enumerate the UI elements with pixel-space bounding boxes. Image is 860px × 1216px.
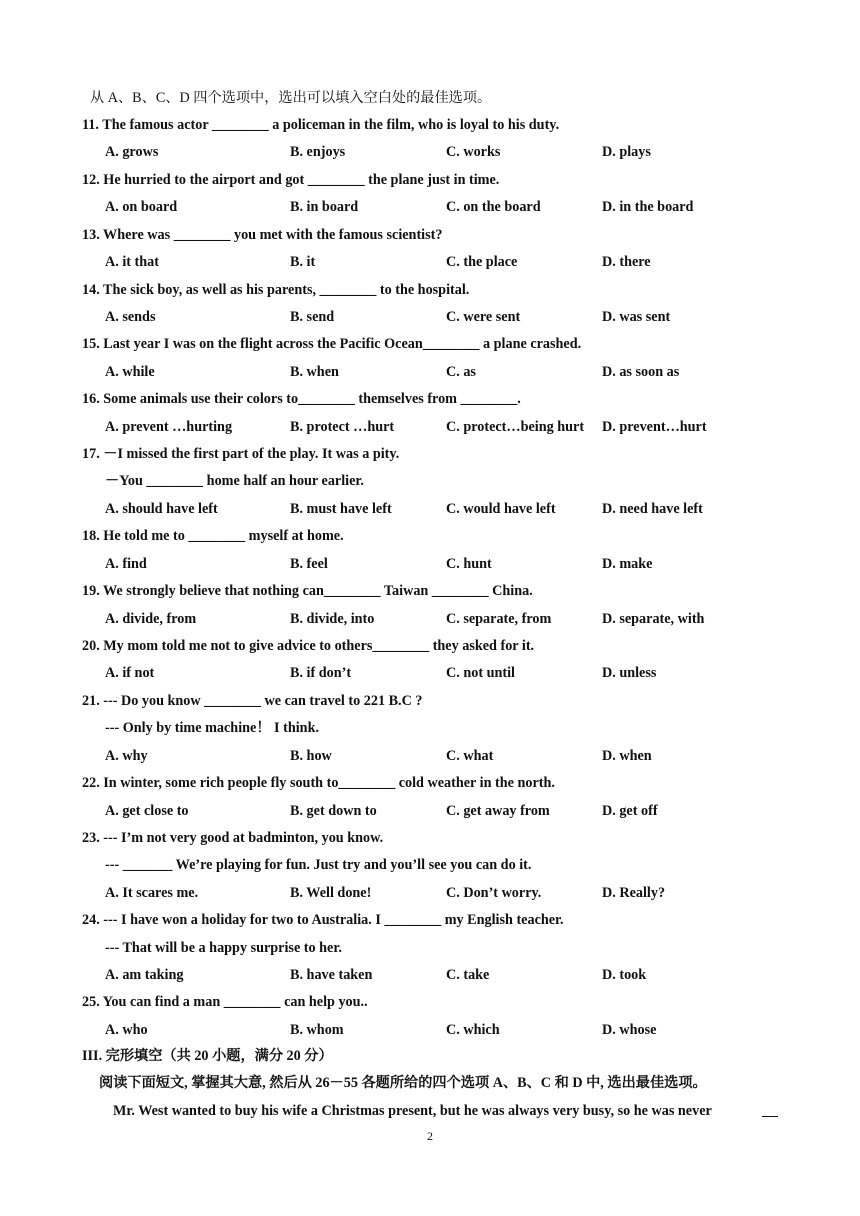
option-a: A. while (105, 363, 155, 380)
options-row (0, 362, 860, 382)
option-c: C. on the board (446, 199, 541, 216)
question-dialogue-line: --- That will be a happy surprise to her. (105, 939, 342, 956)
question-stem: 21. --- Do you know ________ we can travel to 221 B.C ? (82, 692, 423, 709)
passage-first-line (113, 1101, 712, 1121)
option-d: D. plays (602, 144, 651, 161)
option-d: D. was sent (602, 308, 671, 325)
option-d: D. need have left (602, 500, 703, 517)
question-stem: 12. He hurried to the airport and got ________ the plane just in time. (82, 171, 500, 188)
option-a: A. find (105, 555, 147, 572)
answer-blank (762, 1116, 778, 1117)
option-c: C. as (446, 363, 476, 380)
options-row (0, 965, 860, 985)
options-row (0, 801, 860, 821)
option-c: C. would have left (446, 500, 556, 517)
option-c: C. works (446, 144, 501, 161)
question-stem: 22. In winter, some rich people fly south to________ cold weather in the north. (82, 775, 555, 792)
option-d: D. separate, with (602, 610, 705, 627)
option-c: C. were sent (446, 308, 521, 325)
option-c: C. protect…being hurt (446, 418, 585, 435)
option-b: B. whom (290, 1021, 344, 1038)
option-d: D. there (602, 254, 651, 271)
question-stem: 25. You can find a man ________ can help you.. (82, 994, 368, 1011)
option-d: D. when (602, 747, 652, 764)
section-instruction: 从 A、B、C、D 四个选项中，选出可以填入空白处的最佳选项。 (90, 90, 492, 106)
option-b: B. enjoys (290, 144, 346, 161)
option-d: D. whose (602, 1021, 657, 1038)
options-row (0, 883, 860, 903)
option-b: B. must have left (290, 500, 392, 517)
cloze-instruction: 阅读下面短文, 掌握其大意, 然后从 26－55 各题所给的四个选项 A、B、C 和 D 中, 选出最佳选项。 (99, 1075, 707, 1091)
option-a: A. prevent …hurting (105, 418, 233, 435)
option-d: D. prevent…hurt (602, 418, 707, 435)
question-stem: 23. --- I’m not very good at badminton, you know. (82, 829, 384, 846)
option-a: A. am taking (105, 967, 184, 984)
option-b: B. Well done! (290, 884, 372, 901)
section-heading: III. 完形填空（共 20 小题，满分 20 分） (82, 1048, 333, 1064)
option-a: A. if not (105, 665, 155, 682)
question-dialogue-line: --- Only by time machine！ I think. (105, 720, 320, 737)
question-dialogue-line: --- _______ We’re playing for fun. Just try and you’ll see you can do it. (105, 857, 532, 874)
option-b: B. send (290, 308, 335, 325)
question-dialogue-line: －You ________ home half an hour earlier. (105, 473, 364, 490)
options-row (0, 197, 860, 217)
options-row (0, 417, 860, 437)
option-d: D. Really? (602, 884, 666, 901)
option-a: A. sends (105, 308, 156, 325)
question-stem: 15. Last year I was on the flight across the Pacific Ocean________ a plane crashed. (82, 336, 582, 353)
option-c: C. the place (446, 254, 518, 271)
option-d: D. in the board (602, 199, 694, 216)
option-a: A. should have left (105, 500, 218, 517)
option-b: B. if don’t (290, 665, 352, 682)
passage-text: Mr. West wanted to buy his wife a Christmas present, but he was always very busy, so he was never (113, 1103, 712, 1119)
options-row (0, 1020, 860, 1040)
question-stem: 19. We strongly believe that nothing can________ Taiwan ________ China. (82, 583, 533, 600)
question-stem: 14. The sick boy, as well as his parents, ________ to the hospital. (82, 281, 470, 298)
option-a: A. who (105, 1021, 148, 1038)
option-a: A. grows (105, 144, 159, 161)
option-c: C. Don’t worry. (446, 884, 542, 901)
options-row (0, 499, 860, 519)
option-b: B. protect …hurt (290, 418, 395, 435)
question-stem: 17. －I missed the first part of the play. It was a pity. (82, 446, 400, 463)
page-number: 2 (427, 1129, 433, 1143)
option-d: D. make (602, 555, 653, 572)
option-b: B. have taken (290, 967, 373, 984)
option-a: A. It scares me. (105, 884, 199, 901)
option-d: D. get off (602, 802, 658, 819)
question-stem: 18. He told me to ________ myself at home. (82, 528, 344, 545)
option-c: C. hunt (446, 555, 492, 572)
option-a: A. it that (105, 254, 159, 271)
options-row (0, 252, 860, 272)
question-stem: 13. Where was ________ you met with the famous scientist? (82, 226, 443, 243)
options-row (0, 746, 860, 766)
options-row (0, 663, 860, 683)
question-stem: 11. The famous actor ________ a policeman in the film, who is loyal to his duty. (82, 117, 560, 133)
option-b: B. in board (290, 199, 359, 216)
option-c: C. get away from (446, 802, 550, 819)
question-stem: 24. --- I have won a holiday for two to Australia. I ________ my English teacher. (82, 912, 564, 929)
option-b: B. divide, into (290, 610, 375, 627)
option-c: C. what (446, 747, 494, 764)
options-row (0, 142, 860, 162)
option-b: B. it (290, 254, 316, 271)
options-row (0, 307, 860, 327)
option-a: A. get close to (105, 802, 189, 819)
option-a: A. why (105, 747, 148, 764)
option-c: C. take (446, 967, 490, 984)
question-stem: 16. Some animals use their colors to________ themselves from ________. (82, 391, 521, 408)
option-d: D. took (602, 967, 647, 984)
option-c: C. separate, from (446, 610, 552, 627)
option-b: B. when (290, 363, 339, 380)
option-a: A. divide, from (105, 610, 197, 627)
option-c: C. which (446, 1021, 500, 1038)
option-a: A. on board (105, 199, 178, 216)
options-row (0, 609, 860, 629)
option-b: B. how (290, 747, 332, 764)
option-b: B. feel (290, 555, 328, 572)
question-stem: 20. My mom told me not to give advice to others________ they asked for it. (82, 637, 535, 654)
option-d: D. as soon as (602, 363, 680, 380)
option-d: D. unless (602, 665, 657, 682)
option-c: C. not until (446, 665, 515, 682)
options-row (0, 554, 860, 574)
option-b: B. get down to (290, 802, 377, 819)
